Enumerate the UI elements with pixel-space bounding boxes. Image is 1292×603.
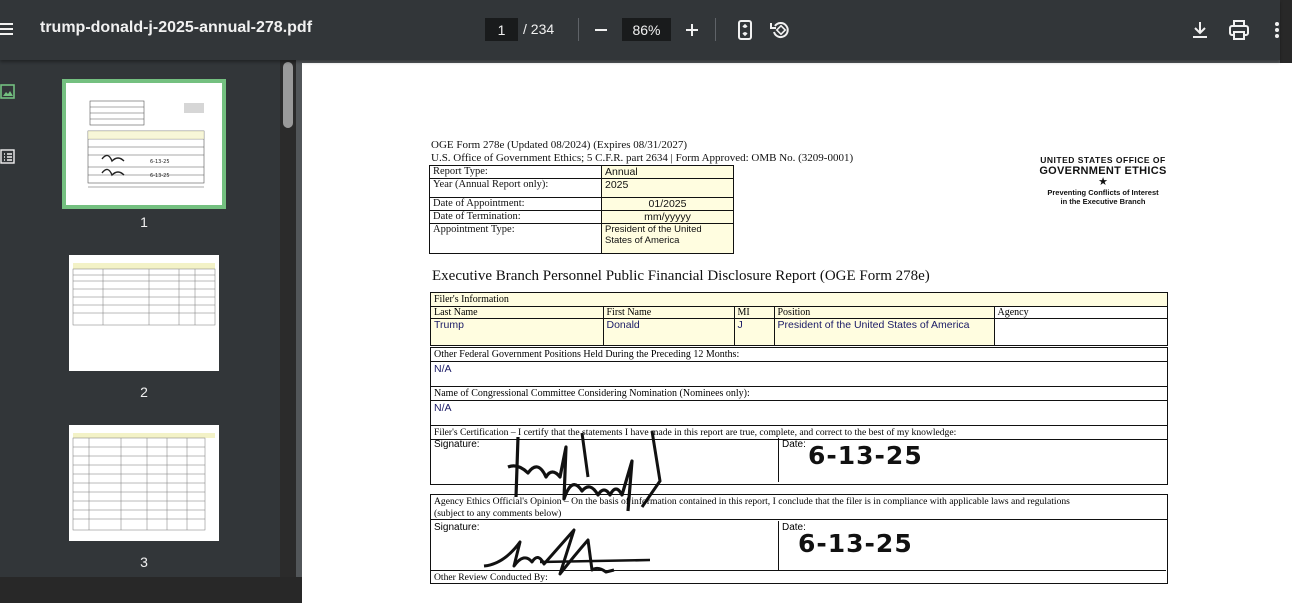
oge-logo	[1038, 155, 1168, 206]
appointment-type-value: President of the United States of America	[602, 224, 734, 254]
thumbnail-page-number: 3	[140, 554, 148, 570]
termination-date-value: mm/yyyyy	[602, 211, 734, 224]
page-thumbnail-2[interactable]	[69, 255, 219, 371]
svg-text:6-13-25: 6-13-25	[150, 173, 170, 179]
thumbnail-page-number: 2	[140, 384, 148, 400]
filer-agency	[994, 319, 1167, 345]
filer-information-section	[430, 292, 1168, 346]
outline-icon[interactable]	[0, 149, 16, 167]
more-vert-icon[interactable]	[1268, 18, 1280, 42]
col-last-name: Last Name	[431, 307, 603, 319]
svg-text:6-13-25: 6-13-25	[150, 159, 170, 165]
certification-date-cell	[779, 438, 809, 482]
form-version-line: OGE Form 278e (Updated 08/2024) (Expires 08/31/2027)	[431, 139, 688, 151]
logo-line-3: Preventing Conflicts of Interest	[1047, 188, 1159, 197]
committee-label: Name of Congressional Committee Considering Nomination (Nominees only):	[431, 386, 1167, 401]
page-total: / 234	[523, 21, 555, 37]
rotate-icon[interactable]	[768, 18, 792, 42]
other-review-label: Other Review Conducted By:	[434, 572, 548, 583]
appointment-type-label: Appointment Type:	[430, 224, 602, 254]
report-year-label: Year (Annual Report only):	[430, 179, 602, 198]
zoom-out-button[interactable]	[592, 20, 610, 40]
col-mi: MI	[734, 307, 774, 319]
logo-star: ★	[1098, 176, 1108, 188]
report-year-value: 2025	[602, 179, 734, 198]
other-positions-section	[430, 347, 1168, 387]
filer-table	[431, 307, 1167, 345]
termination-date-label: Date of Termination:	[430, 211, 602, 224]
zoom-in-button[interactable]	[683, 20, 701, 40]
thumbnail-sidebar	[0, 60, 280, 577]
report-type-label: Report Type:	[430, 166, 602, 179]
logo-line-4: in the Executive Branch	[1060, 197, 1146, 206]
appointment-date-value: 01/2025	[602, 198, 734, 211]
agency-opinion-label: Agency Ethics Official's Opinion – On the basis of information contained in this report, I conclude that the filer is in compliance with applicable laws and regulations	[434, 496, 1070, 507]
pdf-viewer	[296, 60, 1280, 583]
report-type-table	[429, 165, 734, 254]
col-agency: Agency	[994, 307, 1167, 319]
download-icon[interactable]	[1188, 18, 1212, 42]
filer-position: President of the United States of America	[774, 319, 994, 345]
pdf-page	[302, 63, 1292, 603]
report-heading: Executive Branch Personnel Public Financial Disclosure Report (OGE Form 278e)	[432, 268, 930, 284]
other-positions-label: Other Federal Government Positions Held During the Preceding 12 Months:	[431, 347, 1167, 362]
menu-icon[interactable]	[0, 18, 16, 42]
col-first-name: First Name	[603, 307, 734, 319]
agency-opinion-label-2: (subject to any comments below)	[431, 508, 1167, 520]
document-title: trump-donald-j-2025-annual-278.pdf	[40, 19, 313, 36]
thumbnails-icon[interactable]	[0, 84, 16, 102]
certification-date-label: Date:	[782, 439, 806, 450]
logo-line-1: UNITED STATES OFFICE OF	[1040, 155, 1166, 165]
committee-value: N/A	[434, 402, 452, 414]
filer-last-name: Trump	[431, 319, 603, 345]
filer-info-label: Filer's Information	[431, 293, 1167, 307]
appointment-date-label: Date of Appointment:	[430, 198, 602, 211]
other-positions-value: N/A	[434, 363, 452, 375]
col-position: Position	[774, 307, 994, 319]
pdf-toolbar	[0, 0, 1280, 60]
form-authority-line: U.S. Office of Government Ethics; 5 C.F.R. part 2634 | Form Approved: OMB No. (3209-0001)	[431, 152, 854, 164]
page-thumbnail-3[interactable]	[69, 425, 219, 541]
zoom-level-input[interactable]	[622, 18, 671, 41]
committee-section	[430, 386, 1168, 426]
certification-label: Filer's Certification – I certify that the statements I have made in this report are true, complete, and correct to the best of my knowledge:	[431, 425, 1167, 440]
filer-first-name: Donald	[603, 319, 734, 345]
toolbar-divider	[578, 18, 579, 41]
report-type-value: Annual	[602, 166, 734, 179]
page-number-input[interactable]	[485, 18, 518, 41]
logo-line-2: GOVERNMENT ETHICS	[1039, 165, 1167, 177]
toolbar-divider	[715, 18, 716, 41]
print-icon[interactable]	[1227, 18, 1251, 42]
agency-date-label: Date:	[782, 522, 806, 533]
certification-signature-label: Signature:	[434, 439, 480, 450]
certification-date-value: 6-13-25	[808, 441, 923, 470]
agency-official-signature	[480, 518, 680, 578]
thumbnail-page-number: 1	[140, 214, 148, 230]
sidebar-scrollbar[interactable]	[280, 60, 296, 577]
scrollbar-thumb[interactable]	[283, 62, 293, 128]
agency-signature-label: Signature:	[434, 522, 480, 533]
fit-to-page-icon[interactable]	[733, 18, 757, 42]
page-thumbnail-1[interactable]	[66, 83, 222, 205]
agency-date-value: 6-13-25	[798, 529, 913, 558]
filer-mi: J	[734, 319, 774, 345]
